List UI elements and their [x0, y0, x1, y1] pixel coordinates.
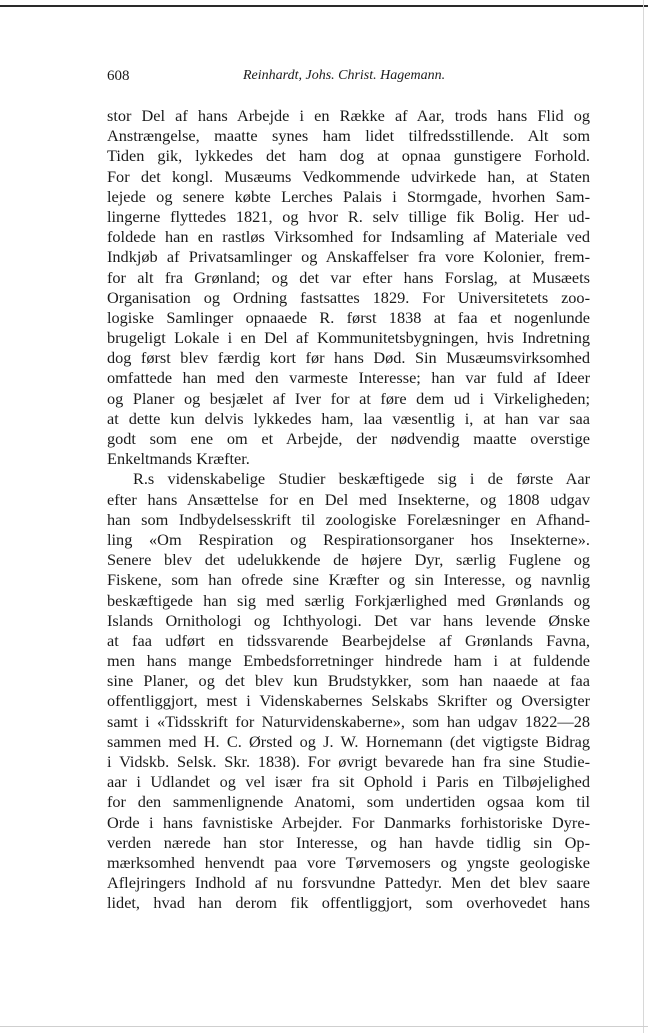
- text-line: Islands Ornithologi og Ichthyologi. Det var hans levende Ønske: [107, 610, 590, 630]
- paragraph-1: [107, 106, 590, 469]
- text-line: Orde i hans favnistiske Arbejder. For Danmarks forhistoriske Dyre-: [107, 812, 590, 832]
- text-line: verden nærede han stor Interesse, og han havde tidlig sin Op-: [107, 832, 590, 852]
- running-head: Reinhardt, Johs. Christ. Hagemann.: [243, 68, 446, 83]
- text-line: stor Del af hans Arbejde i en Række af Aar, trods hans Flid og: [107, 106, 590, 125]
- text-line: efter hans Ansættelse for en Del med Insekterne, og 1808 udgav: [107, 489, 590, 509]
- text-line: dog først blev færdig kort før hans Død. Sin Musæumsvirksomhed: [107, 348, 590, 368]
- text-line: brugeligt Lokale i en Del af Kommunitetsbygningen, hvis Indretning: [107, 328, 590, 348]
- text-line: samt i «Tidsskrift for Naturvidenskaberne», som han udgav 1822—28: [107, 711, 590, 731]
- text-line: Indkjøb af Privatsamlinger og Anskaffelser fra vore Kolonier, frem-: [107, 247, 590, 267]
- page-edge-right: [643, 0, 644, 1033]
- text-line: lidet, hvad han derom fik offentliggjort, som overhovedet hans: [107, 893, 590, 913]
- text-line: han som Indbydelsesskrift til zoologiske Forelæsninger en Afhand-: [107, 509, 590, 529]
- text-line: Organisation og Ordning fastsattes 1829. For Universitetets zoo-: [107, 287, 590, 307]
- text-line: beskæftigede han sig med særlig Forkjærlighed med Grønlands og: [107, 590, 590, 610]
- text-line: Senere blev det udelukkende de højere Dyr, særlig Fuglene og: [107, 550, 590, 570]
- text-line: Aflejringers Indhold af nu forsvundne Pattedyr. Men det blev saare: [107, 873, 590, 893]
- text-line: Enkeltmands Kræfter.: [107, 449, 250, 469]
- text-line: Anstrængelse, maatte synes ham lidet tilfredsstillende. Alt som: [107, 126, 590, 146]
- page-header: [107, 68, 587, 90]
- text-line: aar i Udlandet og vel især fra sit Ophold i Paris en Tilbøjelighed: [107, 772, 590, 792]
- text-line: for den sammenlignende Anatomi, som undertiden ogsaa kom til: [107, 792, 590, 812]
- text-line: lejede og senere købte Lerches Palais i Stormgade, hvorhen Sam-: [107, 186, 590, 206]
- text-line: ling «Om Respiration og Respirationsorganer hos Insekterne».: [107, 529, 590, 549]
- text-line: sine Planer, og det blev kun Brudstykker, som han naaede at faa: [107, 671, 590, 691]
- text-line: godt som ene om et Arbejde, der nødvendig maatte overstige: [107, 429, 590, 448]
- top-rule: [0, 5, 648, 7]
- text-line: for alt fra Grønland; og det var efter hans Forslag, at Musæets: [107, 267, 590, 287]
- text-line: Fiskene, som han ofrede sine Kræfter og sin Interesse, og navnlig: [107, 570, 590, 590]
- text-line: at faa udført en tidssvarende Bearbejdelse af Grønlands Favna,: [107, 630, 590, 650]
- body-text: [107, 106, 590, 914]
- text-line: R.s videnskabelige Studier beskæftigede sig i de første Aar: [133, 469, 590, 489]
- text-line: men hans mange Embedsforretninger hindrede ham i at fuldende: [107, 651, 590, 671]
- text-line: lingerne flyttedes 1821, og hvor R. selv tillige fik Bolig. Her ud-: [107, 206, 590, 226]
- text-line: logiske Samlinger opnaaede R. først 1838 at faa et nogenlunde: [107, 307, 590, 327]
- text-line: foldede han en rastløs Virksomhed for Indsamling af Materiale ved: [107, 227, 590, 247]
- text-line: i Vidskb. Selsk. Skr. 1838). For øvrigt bevarede han fra sine Studie-: [107, 752, 590, 771]
- text-line: Tiden gik, lykkedes det ham dog at opnaa gunstigere Forhold.: [107, 146, 590, 166]
- text-line: mærksomhed henvendt paa vore Tørvemosers og yngste geologiske: [107, 852, 590, 872]
- paragraph-2: [107, 469, 590, 913]
- text-line: omfattede han med den varmeste Interesse; han var fuld af Ideer: [107, 368, 590, 388]
- text-line: For det kongl. Musæums Vedkommende udvirkede han, at Staten: [107, 166, 590, 186]
- text-line: at dette kun delvis lykkedes ham, laa væsentlig i, at han var saa: [107, 408, 590, 428]
- text-line: sammen med H. C. Ørsted og J. W. Hornemann (det vigtigste Bidrag: [107, 731, 590, 751]
- text-line: og Planer og besjælet af Iver for at føre dem ud i Virkeligheden;: [107, 388, 590, 408]
- page-edge-bottom: [0, 1026, 648, 1027]
- page-number: 608: [107, 68, 130, 84]
- text-line: offentliggjort, mest i Videnskabernes Selskabs Skrifter og Oversigter: [107, 691, 590, 711]
